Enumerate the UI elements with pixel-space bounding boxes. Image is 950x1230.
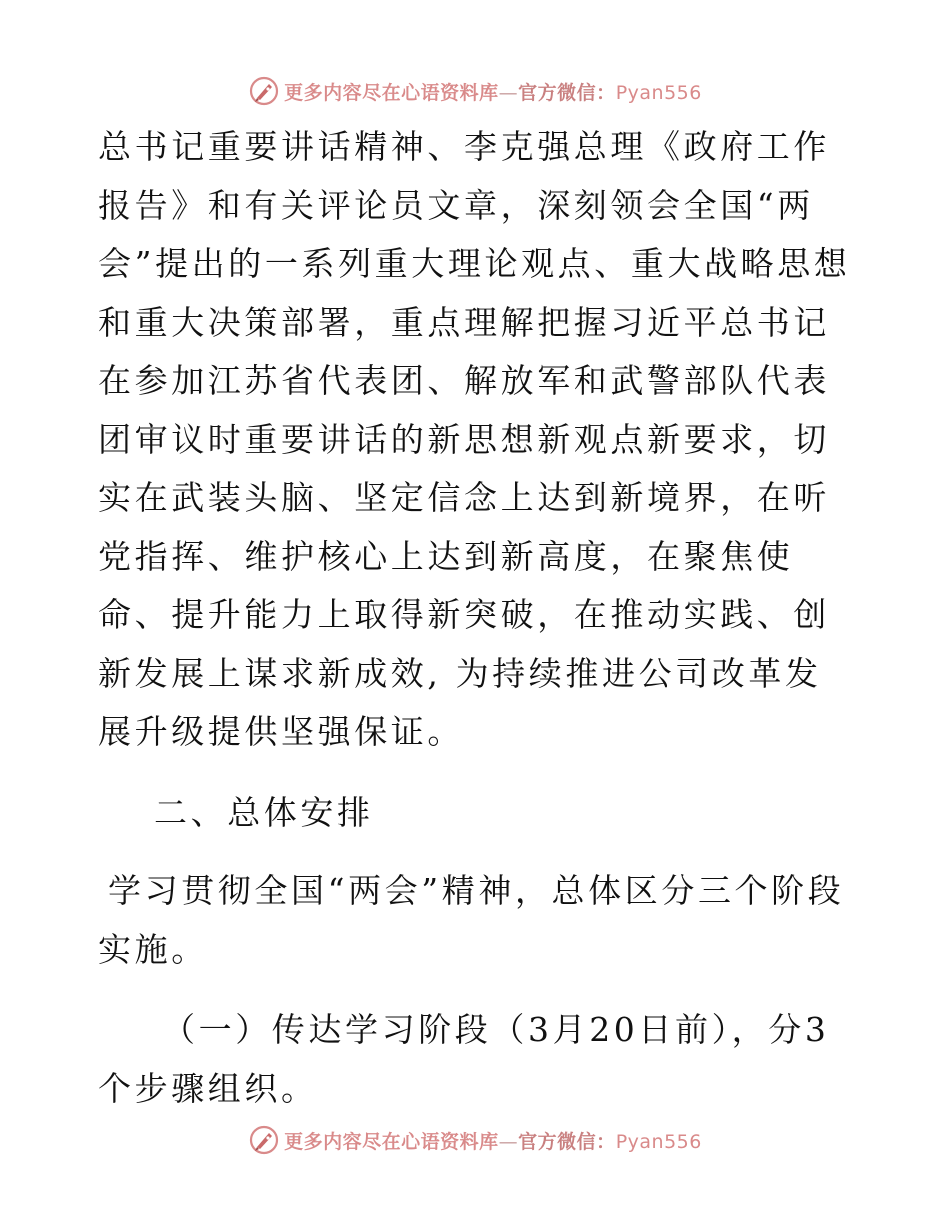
watermark-dash: — bbox=[498, 1130, 519, 1153]
watermark-text bbox=[284, 1127, 702, 1154]
header-watermark bbox=[0, 74, 950, 108]
footer-watermark bbox=[0, 1123, 950, 1157]
watermark-wechat-id: Pyan556 bbox=[615, 1130, 702, 1153]
body-paragraph-3: （一）传达学习阶段（3月20日前），分3个步骤组织。 bbox=[98, 1010, 830, 1108]
watermark-wechat-label: 官方微信： bbox=[518, 81, 616, 104]
pen-nib-logo-icon bbox=[248, 1124, 280, 1156]
watermark-dash: — bbox=[498, 81, 519, 104]
watermark-wechat-label: 官方微信： bbox=[518, 1130, 616, 1153]
pen-nib-logo-icon bbox=[248, 75, 280, 107]
watermark-text bbox=[284, 78, 702, 105]
document-body bbox=[98, 118, 858, 1118]
body-paragraph-1: 总书记重要讲话精神、李克强总理《政府工作报告》和有关评论员文章，深刻领会全国“两会”提出的一系列重大理论观点、重大战略思想和重大决策部署，重点理解把握习近平总书记在参加江苏省代表团、解放军和武警部队代表团审议时重要讲话的新思想新观点新要求，切实在武装头脑、坚定信念上达到新境界，在听党指挥、维护核心上达到新高度，在聚焦使命、提升能力上取得新突破，在推动实践、创新发展上谋求新成效, 为持续推进公司改革发展升级提供坚强保证。 bbox=[98, 127, 851, 751]
body-paragraph-2: 学习贯彻全国“两会”精神，总体区分三个阶段实施。 bbox=[98, 871, 845, 969]
watermark-site-text: 更多内容尽在心语资料库 bbox=[284, 1130, 499, 1153]
watermark-wechat-id: Pyan556 bbox=[615, 81, 702, 104]
section-heading-overall-arrangement: 二、总体安排 bbox=[154, 792, 374, 832]
watermark-site-text: 更多内容尽在心语资料库 bbox=[284, 81, 499, 104]
